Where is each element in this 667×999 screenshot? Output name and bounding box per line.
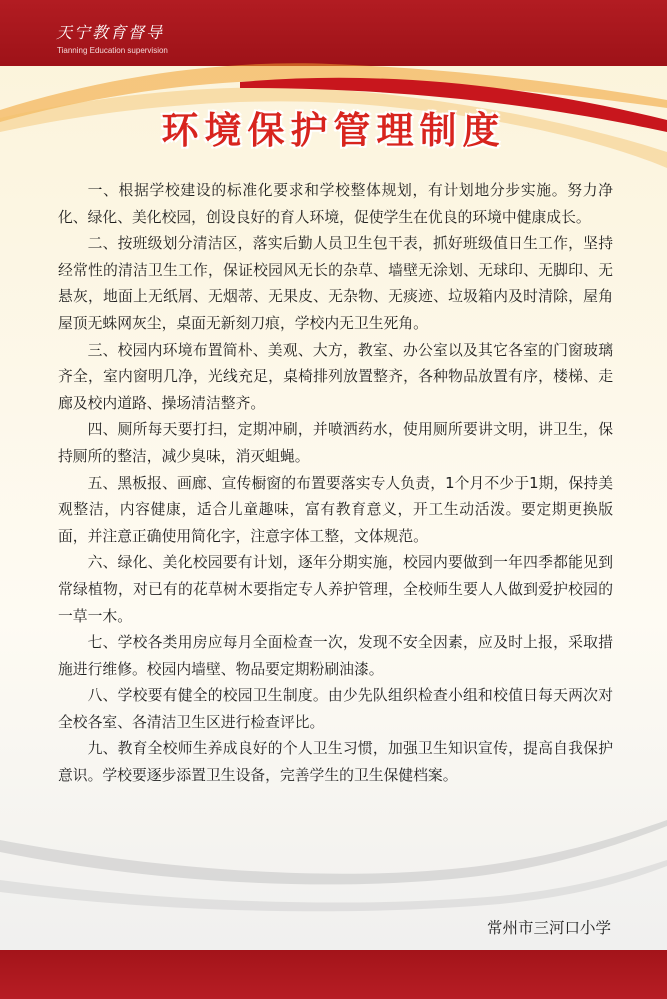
brand-logo-text: 天宁教育督导: [56, 23, 165, 42]
regulation-item-1: 一、根据学校建设的标准化要求和学校整体规划，有计划地分步实施。努力净化、绿化、美化校园，创设良好的育人环境，促使学生在优良的环境中健康成长。: [58, 182, 613, 226]
brand-subtitle: Tianning Education supervision: [57, 46, 168, 55]
school-signature: 常州市三河口小学: [486, 919, 611, 937]
regulation-item-3: 三、校园内环境布置简朴、美观、大方，教室、办公室以及其它各室的门窗玻璃齐全，室内窗明几净，光线充足，桌椅排列放置整齐，各种物品放置有序，楼梯、走廊及校内道路、操场清洁整齐。: [58, 341, 613, 412]
regulation-item-4: 四、厕所每天要打扫，定期冲刷，并喷洒药水，使用厕所要讲文明，讲卫生，保持厕所的整洁，减少臭味，消灭蛆蝇。: [58, 421, 613, 465]
bottom-band: [0, 950, 667, 999]
regulation-item-6: 六、绿化、美化校园要有计划，逐年分期实施，校园内要做到一年四季都能见到常绿植物，对已有的花草树木要指定专人养护管理，全校师生要人人做到爱护校园的一草一木。: [58, 554, 613, 625]
regulation-item-7: 七、学校各类用房应每月全面检查一次，发现不安全因素，应及时上报，采取措施进行维修。校园内墙壁、物品要定期粉刷油漆。: [58, 634, 613, 678]
page-title: 环境保护管理制度: [161, 109, 506, 152]
regulation-item-2: 二、按班级划分清洁区，落实后勤人员卫生包干表，抓好班级值日生工作，坚持经常性的清洁卫生工作，保证校园风无长的杂草、墙壁无涂划、无球印、无脚印、无悬灰，地面上无纸屑、无烟蒂、无果皮、无杂物、无痰迹、垃圾箱内及时清除，屋角屋顶无蛛网灰尘，桌面无新刻刀痕，学校内无卫生死角。: [58, 235, 613, 332]
regulation-body: [58, 178, 613, 790]
regulation-item-5: 五、黑板报、画廊、宣传橱窗的布置要落实专人负责，1个月不少于1期，保持美观整洁，内容健康，适合儿童趣味，富有教育意义，开工生动活泼。要定期更换版面，并注意正确使用简化字，注意字体工整，文体规范。: [58, 474, 613, 545]
regulation-item-9: 九、教育全校师生养成良好的个人卫生习惯，加强卫生知识宣传，提高自我保护意识。学校要逐步添置卫生设备，完善学生的卫生保健档案。: [58, 740, 613, 785]
regulation-item-8: 八、学校要有健全的校园卫生制度。由少先队组织检查小组和校值日每天两次对全校各室、各清洁卫生区进行检查评比。: [58, 687, 613, 731]
